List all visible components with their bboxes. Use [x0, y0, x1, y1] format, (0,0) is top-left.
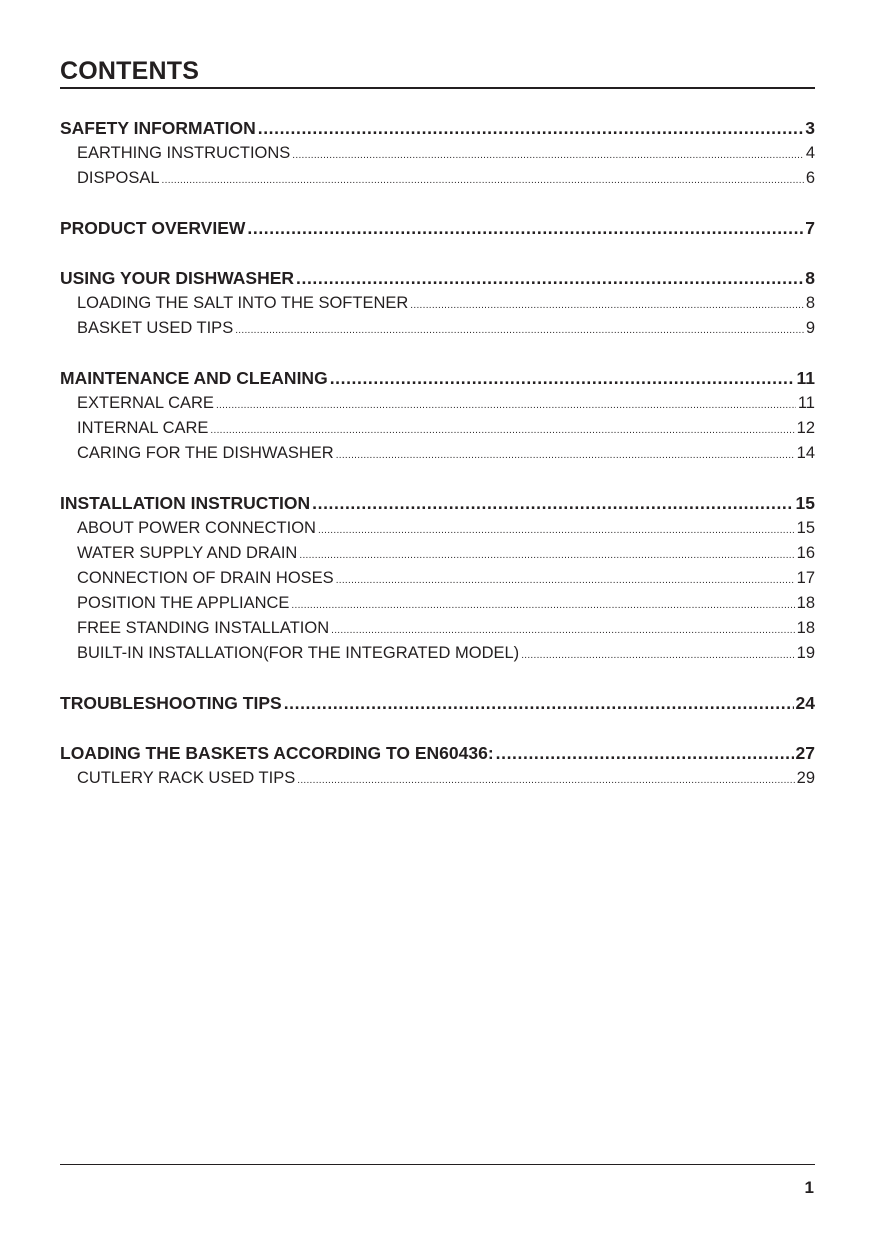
table-of-contents [60, 116, 815, 816]
toc-subentry[interactable] [60, 291, 815, 316]
toc-subentry-label: WATER SUPPLY AND DRAIN [77, 544, 298, 562]
toc-entry-label: LOADING THE BASKETS ACCORDING TO EN60436: [60, 743, 494, 763]
toc-subentry-label: INTERNAL CARE [77, 419, 209, 437]
dot-leader [284, 691, 794, 716]
dot-leader [331, 616, 795, 641]
toc-entry-label: INSTALLATION INSTRUCTION [60, 493, 311, 513]
toc-entry[interactable] [60, 691, 815, 716]
toc-section [60, 266, 815, 341]
toc-subentry[interactable] [60, 641, 815, 666]
toc-subentry-page: 16 [796, 544, 815, 562]
toc-entry-page: 3 [805, 118, 815, 138]
toc-subentry-label: LOADING THE SALT INTO THE SOFTENER [77, 294, 409, 312]
toc-subentry-label: EARTHING INSTRUCTIONS [77, 144, 291, 162]
toc-entry-label: USING YOUR DISHWASHER [60, 268, 295, 288]
footer-divider [60, 1164, 815, 1165]
toc-section [60, 741, 815, 791]
toc-subentry-label: POSITION THE APPLIANCE [77, 594, 290, 612]
toc-entry[interactable] [60, 116, 815, 141]
toc-section [60, 116, 815, 191]
dot-leader [336, 566, 795, 591]
toc-subentry-page: 19 [796, 644, 815, 662]
toc-entry-label: TROUBLESHOOTING TIPS [60, 693, 282, 713]
toc-subentry[interactable] [60, 416, 815, 441]
toc-entry[interactable] [60, 366, 815, 391]
toc-subentry-label: CUTLERY RACK USED TIPS [77, 769, 296, 787]
toc-subentry-label: FREE STANDING INSTALLATION [77, 619, 330, 637]
toc-entry-page: 8 [805, 268, 815, 288]
toc-entry-page: 15 [795, 493, 815, 513]
dot-leader [296, 266, 803, 291]
toc-subentry-label: ABOUT POWER CONNECTION [77, 519, 316, 537]
toc-subentry-label: BUILT-IN INSTALLATION(FOR THE INTEGRATED MODEL) [77, 644, 520, 662]
dot-leader [496, 741, 794, 766]
toc-entry-label: SAFETY INFORMATION [60, 118, 256, 138]
toc-subentry-label: CONNECTION OF DRAIN HOSES [77, 569, 334, 587]
toc-entry[interactable] [60, 266, 815, 291]
toc-section [60, 691, 815, 716]
toc-entry[interactable] [60, 491, 815, 516]
toc-entry[interactable] [60, 216, 815, 241]
dot-leader [297, 766, 794, 791]
dot-leader [521, 641, 794, 666]
toc-entry-label: PRODUCT OVERVIEW [60, 218, 246, 238]
toc-subentry[interactable] [60, 541, 815, 566]
toc-subentry[interactable] [60, 766, 815, 791]
dot-leader [162, 166, 804, 191]
toc-subentry-page: 15 [796, 519, 815, 537]
title-divider [60, 87, 815, 89]
toc-subentry-page: 18 [796, 594, 815, 612]
dot-leader [291, 591, 794, 616]
toc-entry-page: 24 [795, 693, 815, 713]
toc-subentry[interactable] [60, 516, 815, 541]
dot-leader [210, 416, 794, 441]
page-number: 1 [804, 1178, 814, 1197]
toc-entry-page: 27 [795, 743, 815, 763]
dot-leader [258, 116, 804, 141]
toc-subentry-page: 4 [805, 144, 815, 162]
toc-subentry-label: CARING FOR THE DISHWASHER [77, 444, 334, 462]
page-title: CONTENTS [60, 57, 200, 85]
toc-section [60, 216, 815, 241]
dot-leader [312, 491, 793, 516]
toc-section [60, 491, 815, 666]
toc-subentry[interactable] [60, 591, 815, 616]
dot-leader [336, 441, 795, 466]
toc-entry-page: 7 [805, 218, 815, 238]
toc-subentry-page: 6 [805, 169, 815, 187]
toc-subentry-label: EXTERNAL CARE [77, 394, 214, 412]
toc-subentry[interactable] [60, 566, 815, 591]
toc-subentry[interactable] [60, 616, 815, 641]
toc-subentry-page: 11 [797, 394, 815, 412]
toc-entry[interactable] [60, 741, 815, 766]
dot-leader [410, 291, 804, 316]
toc-subentry-page: 12 [796, 419, 815, 437]
dot-leader [216, 391, 796, 416]
toc-section [60, 366, 815, 466]
toc-entry-page: 11 [796, 368, 815, 388]
toc-subentry-label: DISPOSAL [77, 169, 160, 187]
toc-subentry-page: 14 [796, 444, 815, 462]
toc-subentry[interactable] [60, 391, 815, 416]
toc-subentry-page: 18 [796, 619, 815, 637]
toc-subentry[interactable] [60, 141, 815, 166]
toc-subentry[interactable] [60, 316, 815, 341]
toc-subentry[interactable] [60, 166, 815, 191]
toc-subentry[interactable] [60, 441, 815, 466]
dot-leader [235, 316, 804, 341]
toc-subentry-page: 29 [796, 769, 815, 787]
dot-leader [292, 141, 804, 166]
dot-leader [318, 516, 795, 541]
toc-entry-label: MAINTENANCE AND CLEANING [60, 368, 328, 388]
toc-subentry-page: 9 [805, 319, 815, 337]
dot-leader [330, 366, 795, 391]
dot-leader [247, 216, 803, 241]
toc-subentry-page: 8 [805, 294, 815, 312]
dot-leader [299, 541, 794, 566]
toc-subentry-label: BASKET USED TIPS [77, 319, 234, 337]
toc-subentry-page: 17 [796, 569, 815, 587]
